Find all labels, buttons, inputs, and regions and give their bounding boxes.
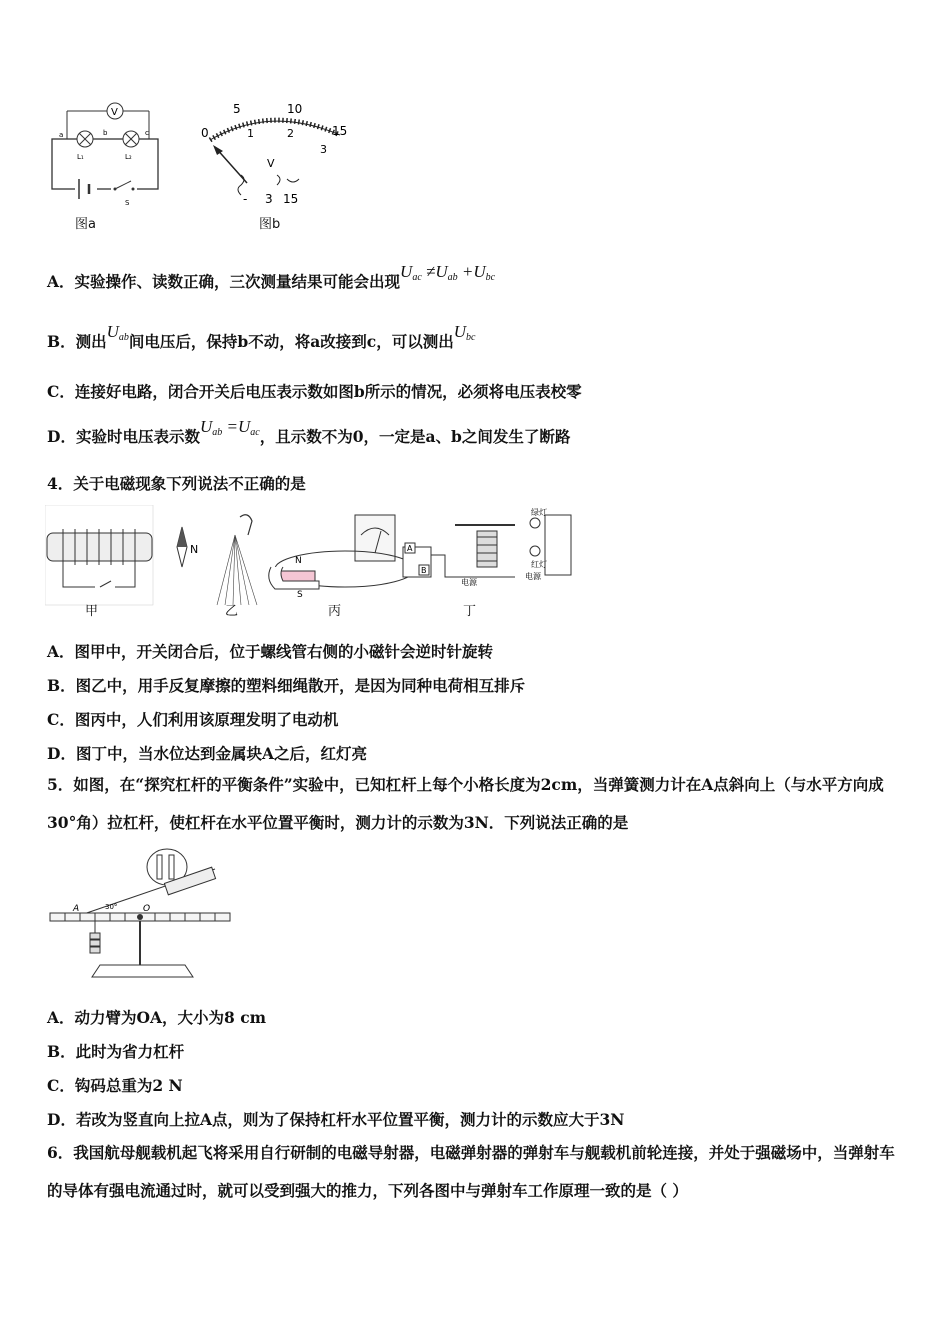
q3-option-c: C．连接好电路，闭合开关后电压表示数如图b所示的情况，必须将电压表校零 — [47, 382, 582, 401]
q6-stem: 6．我国航母舰载机起飞将采用自行研制的电磁导射器，电磁弹射器的弹射车与舰载机前轮连接，并处于强磁场中，当弹射车的导体有强电流通过时，就可以受到强大的推力，下列各图中与弹射车工作原理一致的是（ ） — [47, 1143, 895, 1200]
figure-a-caption: 图a — [75, 217, 96, 232]
q3-option-b-mid: 间电压后，保持b不动，将a改接到c，可以测出 — [128, 332, 454, 351]
meter-label-5: 5 — [233, 102, 241, 116]
q4-caption-ding: 丁 — [463, 604, 477, 619]
q4-option-a: A．图甲中，开关闭合后，位于螺线管右侧的小磁针会逆时针旋转 — [47, 642, 494, 661]
metal-block-b: B — [421, 566, 427, 575]
terminal-minus: - — [243, 192, 248, 206]
figure-b-caption: 图b — [259, 217, 281, 232]
meter-label-0: 0 — [201, 126, 209, 140]
q3-option-d — [47, 417, 571, 448]
figure-a-circuit — [45, 95, 165, 235]
terminal-15: 15 — [283, 192, 299, 206]
q3-option-b — [47, 322, 476, 353]
figure-b-voltmeter — [195, 95, 355, 235]
circuit-diagram — [45, 95, 165, 235]
power-label-2: 电源 — [525, 572, 541, 581]
svg-text:V: V — [111, 107, 118, 118]
red-lamp-label: 红灯 — [531, 560, 547, 569]
q4-stem: 4．关于电磁现象下列说法不正确的是 — [47, 474, 306, 493]
svg-text:a: a — [59, 131, 64, 139]
lever-angle-label: 30° — [105, 903, 118, 911]
q4-caption-jia: 甲 — [85, 604, 99, 619]
metal-block-a: A — [407, 544, 413, 553]
q3-option-a-formula: $U_{ac} \ne U_{ab} +U_{bc}$ — [400, 262, 496, 283]
q4-option-c: C．图丙中，人们利用该原理发明了电动机 — [47, 710, 339, 729]
power-label-1: 电源 — [461, 578, 477, 587]
meter-inner-2: 2 — [287, 127, 294, 140]
q4-caption-yi: 乙 — [225, 604, 239, 619]
q3-option-b-formula2: $U_{bc}$ — [453, 322, 476, 343]
q3-option-d-post: ，且示数不为0，一定是a、b之间发生了断路 — [259, 427, 571, 446]
q4-figures — [45, 505, 585, 620]
meter-symbol: V — [267, 157, 275, 170]
q3-option-a — [47, 262, 496, 293]
terminal-3: 3 — [265, 192, 273, 206]
q4-figure-drawings — [45, 505, 585, 620]
q5-stem: 5．如图，在“探究杠杆的平衡条件”实验中，已知杠杆上每个小格长度为2cm，当弹簧测力计在A点斜向上（与水平方向成30°角）拉杠杆，使杠杆在水平位置平衡时，测力计的示数为3N．下列说法正确的是 — [47, 775, 884, 832]
compass-n-label: N — [190, 543, 199, 556]
lever-diagram — [45, 845, 245, 985]
meter-inner-1: 1 — [247, 127, 254, 140]
q5-option-d: D．若改为竖直向上拉A点，则为了保持杠杆水平位置平衡，测力计的示数应大于3N — [47, 1110, 625, 1129]
meter-label-15: 15 — [332, 124, 348, 138]
svg-text:c: c — [145, 129, 149, 137]
q4-caption-bing: 丙 — [328, 604, 342, 619]
svg-text:L₂: L₂ — [125, 153, 132, 161]
magnet-n-label: N — [295, 556, 302, 566]
q5-option-b: B．此时为省力杠杆 — [47, 1042, 185, 1061]
q5-option-c: C．钩码总重为2 N — [47, 1076, 183, 1095]
svg-text:L₁: L₁ — [77, 153, 84, 161]
green-lamp-label: 绿灯 — [531, 508, 547, 517]
q5-option-a: A．动力臂为OA，大小为8 cm — [47, 1008, 267, 1027]
meter-label-10: 10 — [287, 102, 303, 116]
q3-option-a-text: A．实验操作、读数正确，三次测量结果可能会出现 — [47, 272, 401, 291]
q3-option-b-formula1: $U_{ab}$ — [106, 322, 129, 343]
svg-text:b: b — [103, 129, 108, 137]
q5-lever-figure — [45, 845, 245, 985]
q4-option-b: B．图乙中，用手反复摩擦的塑料细绳散开，是因为同种电荷相互排斥 — [47, 676, 526, 695]
q4-option-d: D．图丁中，当水位达到金属块A之后，红灯亮 — [47, 744, 367, 763]
svg-text:S: S — [125, 199, 130, 207]
q3-option-b-pre: B．测出 — [47, 332, 107, 351]
meter-inner-3: 3 — [320, 143, 327, 156]
q3-option-d-pre: D．实验时电压表示数 — [47, 427, 200, 446]
lever-point-a: A — [73, 904, 80, 914]
voltmeter-dial — [195, 95, 355, 215]
lever-point-o: O — [143, 904, 151, 914]
magnet-s-label: S — [297, 590, 303, 600]
q3-option-d-formula: $U_{ab} =U_{ac}$ — [199, 417, 260, 438]
